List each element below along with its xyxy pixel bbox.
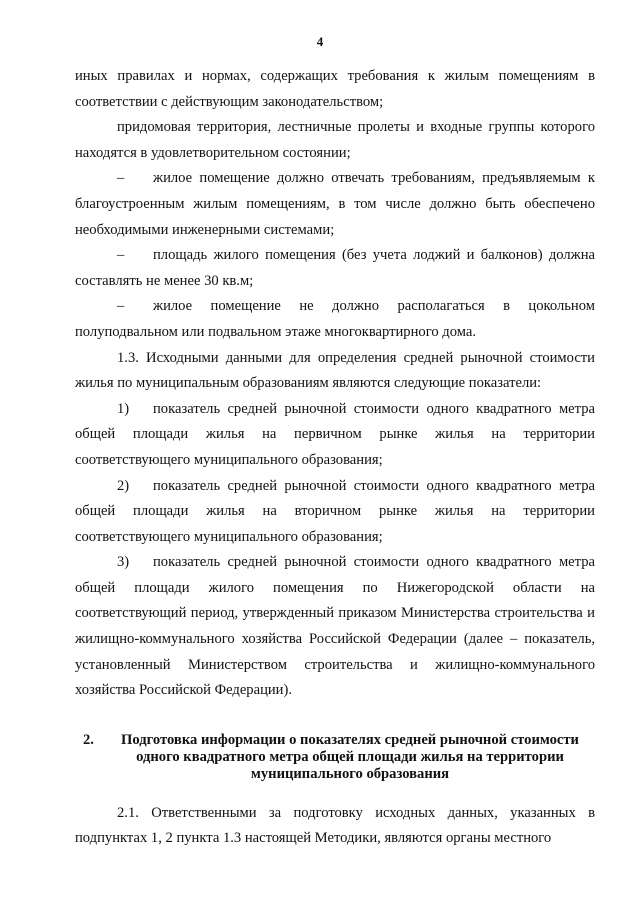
paragraphs-top — [75, 64, 595, 704]
list-marker: – — [117, 170, 125, 187]
list-item-text: жилое помещение не должно располагаться в цокольном полуподвальном или подвальном этаже многоквартирного дома. — [75, 298, 595, 340]
list-item — [75, 550, 595, 704]
list-marker: 1) — [117, 400, 130, 417]
list-item-text: жилое помещение должно отвечать требованиям, предъявляемым к благоустроенным жилым помещениям, в том числе должно быть обеспечено необходимыми инженерными системами; — [75, 170, 595, 238]
list-item — [75, 294, 595, 345]
list-item-text: площадь жилого помещения (без учета лоджий и балконов) должна составлять не менее 30 кв.м; — [75, 247, 595, 289]
list-marker: – — [117, 247, 125, 264]
list-item — [75, 166, 595, 243]
list-item — [75, 474, 595, 551]
document-body — [75, 64, 595, 852]
list-marker: 2) — [117, 477, 130, 494]
list-item — [75, 243, 595, 294]
paragraph: 2.1. Ответственными за подготовку исходных данных, указанных в подпунктах 1, 2 пункта 1.3 настоящей Методики, являются органы местного — [75, 804, 595, 847]
paragraph: иных правилах и нормах, содержащих требования к жилым помещениям в соответствии с действующим законодательством; — [75, 68, 595, 110]
list-item-text: показатель средней рыночной стоимости одного квадратного метра общей площади жилья на первичном рынке жилья на территории соответствующего муниципального образования; — [75, 400, 595, 468]
paragraphs-bottom — [75, 801, 595, 852]
paragraph: 1.3. Исходными данными для определения средней рыночной стоимости жилья по муниципальным образованиям являются следующие показатели: — [75, 349, 595, 392]
section-title: Подготовка информации о показателях средней рыночной стоимости одного квадратного метра общей площади жилья на территории муниципального образования — [121, 731, 579, 782]
page-number: 4 — [316, 34, 324, 49]
list-item-text: показатель средней рыночной стоимости одного квадратного метра общей площади жилья на вторичном рынке жилья на территории соответствующего муниципального образования; — [75, 477, 595, 545]
list-marker: 3) — [117, 554, 130, 571]
section-number: 2. — [83, 731, 94, 748]
paragraph: придомовая территория, лестничные пролеты и входные группы которого находятся в удовлетворительном состоянии; — [75, 119, 595, 161]
list-marker: – — [117, 298, 125, 315]
list-item-text: показатель средней рыночной стоимости одного квадратного метра общей площади жилого помещения по Нижегородской области на соответствующий период, утвержденный приказом Министерства строительства и жилищно-коммунального хозяйства Российской Федерации (далее – показатель, установленный Министерством строительства и жилищно-коммунального хозяйства Российской Федерации). — [75, 554, 595, 699]
section-heading — [75, 732, 595, 783]
list-item — [75, 397, 595, 474]
